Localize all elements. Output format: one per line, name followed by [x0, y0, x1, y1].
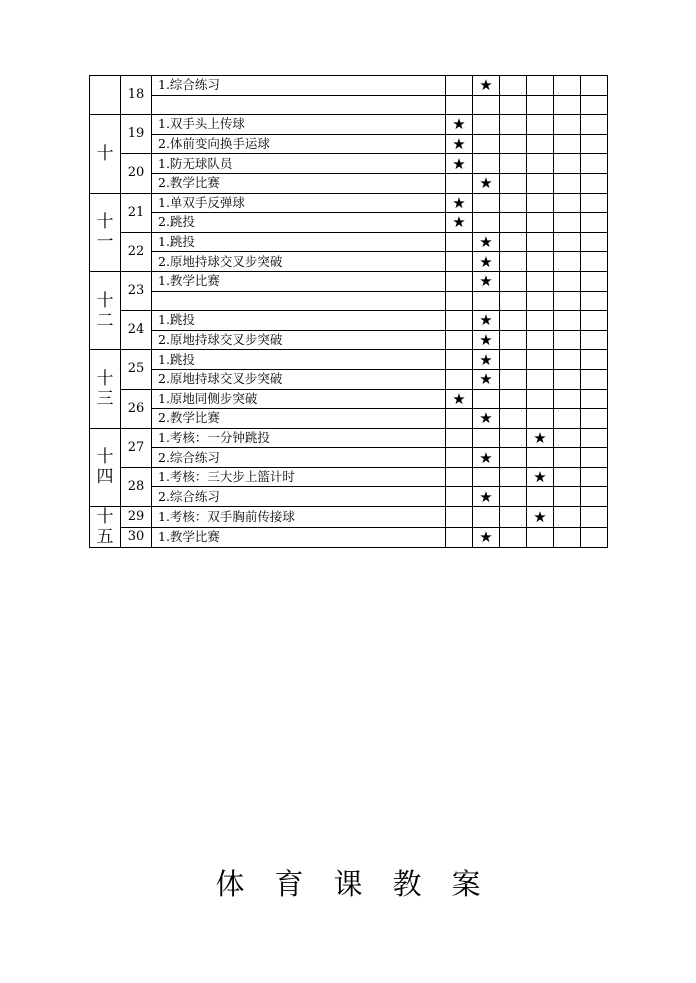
content-cell: 1.教学比赛	[152, 527, 446, 548]
mark-cell	[446, 95, 473, 115]
star-mark: ★	[527, 507, 554, 528]
table-row	[90, 409, 608, 429]
mark-cell	[581, 173, 608, 193]
content-cell: 1.双手头上传球	[152, 115, 446, 135]
table-row	[90, 193, 608, 213]
content-cell: 1.综合练习	[152, 76, 446, 96]
content-cell: 2.原地持球交叉步突破	[152, 330, 446, 350]
mark-cell	[473, 115, 500, 135]
mark-cell	[581, 527, 608, 548]
table-row	[90, 154, 608, 174]
mark-cell	[581, 448, 608, 468]
table-row	[90, 527, 608, 548]
mark-cell	[554, 134, 581, 154]
star-mark: ★	[473, 369, 500, 389]
content-cell: 2.跳投	[152, 213, 446, 233]
mark-cell	[581, 507, 608, 528]
mark-cell	[500, 428, 527, 448]
star-mark: ★	[446, 154, 473, 174]
table-row	[90, 232, 608, 252]
star-mark: ★	[473, 487, 500, 507]
star-mark: ★	[473, 173, 500, 193]
mark-cell	[500, 487, 527, 507]
table-row	[90, 213, 608, 233]
mark-cell	[581, 487, 608, 507]
week-cell	[90, 76, 121, 115]
star-mark: ★	[527, 428, 554, 448]
mark-cell	[554, 76, 581, 96]
mark-cell	[446, 76, 473, 96]
mark-cell	[446, 448, 473, 468]
mark-cell	[581, 271, 608, 291]
table-row	[90, 389, 608, 409]
mark-cell	[581, 95, 608, 115]
table-row	[90, 311, 608, 331]
mark-cell	[527, 95, 554, 115]
star-mark: ★	[446, 115, 473, 135]
mark-cell	[554, 507, 581, 528]
content-cell	[152, 291, 446, 311]
mark-cell	[554, 252, 581, 272]
mark-cell	[500, 95, 527, 115]
mark-cell	[527, 311, 554, 331]
mark-cell	[581, 409, 608, 429]
mark-cell	[473, 154, 500, 174]
mark-cell	[554, 115, 581, 135]
mark-cell	[446, 428, 473, 448]
content-cell: 1.防无球队员	[152, 154, 446, 174]
table-row	[90, 350, 608, 370]
star-mark: ★	[446, 389, 473, 409]
mark-cell	[554, 409, 581, 429]
content-cell: 1.考核：三大步上篮计时	[152, 467, 446, 487]
mark-cell	[473, 291, 500, 311]
mark-cell	[473, 428, 500, 448]
mark-cell	[581, 76, 608, 96]
mark-cell	[554, 330, 581, 350]
lesson-number-cell: 26	[121, 389, 152, 428]
table-row	[90, 428, 608, 448]
mark-cell	[527, 487, 554, 507]
mark-cell	[554, 232, 581, 252]
mark-cell	[581, 350, 608, 370]
content-cell: 1.单双手反弹球	[152, 193, 446, 213]
star-mark: ★	[473, 252, 500, 272]
mark-cell	[500, 232, 527, 252]
mark-cell	[473, 467, 500, 487]
mark-cell	[554, 487, 581, 507]
mark-cell	[500, 369, 527, 389]
mark-cell	[446, 232, 473, 252]
mark-cell	[527, 134, 554, 154]
lesson-number-cell: 18	[121, 76, 152, 115]
lesson-number-cell: 28	[121, 467, 152, 506]
star-mark: ★	[446, 193, 473, 213]
mark-cell	[446, 291, 473, 311]
mark-cell	[581, 291, 608, 311]
lesson-number-cell: 24	[121, 311, 152, 350]
mark-cell	[554, 95, 581, 115]
mark-cell	[446, 271, 473, 291]
table-row	[90, 507, 608, 528]
mark-cell	[500, 154, 527, 174]
mark-cell	[500, 213, 527, 233]
table-row	[90, 271, 608, 291]
content-cell: 2.教学比赛	[152, 173, 446, 193]
lesson-number-cell: 25	[121, 350, 152, 389]
mark-cell	[500, 252, 527, 272]
mark-cell	[554, 213, 581, 233]
mark-cell	[581, 467, 608, 487]
mark-cell	[527, 213, 554, 233]
mark-cell	[446, 467, 473, 487]
table-row	[90, 134, 608, 154]
mark-cell	[500, 173, 527, 193]
mark-cell	[473, 193, 500, 213]
star-mark: ★	[473, 76, 500, 96]
mark-cell	[500, 134, 527, 154]
lesson-number-cell: 21	[121, 193, 152, 232]
mark-cell	[446, 173, 473, 193]
content-cell	[152, 95, 446, 115]
mark-cell	[473, 507, 500, 528]
star-mark: ★	[473, 527, 500, 548]
mark-cell	[581, 252, 608, 272]
content-cell: 1.跳投	[152, 311, 446, 331]
mark-cell	[554, 369, 581, 389]
mark-cell	[527, 291, 554, 311]
mark-cell	[446, 527, 473, 548]
mark-cell	[554, 428, 581, 448]
table-row	[90, 252, 608, 272]
mark-cell	[527, 409, 554, 429]
mark-cell	[500, 527, 527, 548]
table-row	[90, 95, 608, 115]
star-mark: ★	[473, 409, 500, 429]
star-mark: ★	[473, 330, 500, 350]
mark-cell	[554, 527, 581, 548]
mark-cell	[527, 76, 554, 96]
mark-cell	[527, 350, 554, 370]
mark-cell	[500, 291, 527, 311]
mark-cell	[446, 487, 473, 507]
content-cell: 2.综合练习	[152, 487, 446, 507]
week-cell: 十二	[90, 271, 121, 349]
mark-cell	[446, 409, 473, 429]
content-cell: 2.原地持球交叉步突破	[152, 369, 446, 389]
content-cell: 2.原地持球交叉步突破	[152, 252, 446, 272]
mark-cell	[473, 389, 500, 409]
content-cell: 1.原地同侧步突破	[152, 389, 446, 409]
table-row	[90, 115, 608, 135]
mark-cell	[527, 369, 554, 389]
mark-cell	[527, 232, 554, 252]
star-mark: ★	[473, 448, 500, 468]
lesson-number-cell: 29	[121, 507, 152, 528]
table-row	[90, 76, 608, 96]
table-row	[90, 467, 608, 487]
mark-cell	[446, 311, 473, 331]
mark-cell	[527, 330, 554, 350]
mark-cell	[581, 369, 608, 389]
mark-cell	[500, 389, 527, 409]
mark-cell	[527, 389, 554, 409]
mark-cell	[581, 193, 608, 213]
mark-cell	[500, 507, 527, 528]
content-cell: 1.跳投	[152, 232, 446, 252]
mark-cell	[500, 350, 527, 370]
lesson-number-cell: 27	[121, 428, 152, 467]
mark-cell	[581, 154, 608, 174]
mark-cell	[581, 213, 608, 233]
week-cell: 十	[90, 115, 121, 193]
mark-cell	[581, 232, 608, 252]
lesson-number-cell: 19	[121, 115, 152, 154]
mark-cell	[500, 193, 527, 213]
mark-cell	[554, 467, 581, 487]
mark-cell	[554, 193, 581, 213]
mark-cell	[500, 448, 527, 468]
document-title: 体育课教案	[215, 867, 511, 901]
mark-cell	[500, 311, 527, 331]
table-row	[90, 330, 608, 350]
star-mark: ★	[473, 350, 500, 370]
mark-cell	[581, 134, 608, 154]
star-mark: ★	[446, 134, 473, 154]
mark-cell	[581, 311, 608, 331]
mark-cell	[554, 291, 581, 311]
star-mark: ★	[473, 232, 500, 252]
content-cell: 2.综合练习	[152, 448, 446, 468]
mark-cell	[446, 252, 473, 272]
lesson-schedule-table	[89, 75, 608, 548]
content-cell: 1.教学比赛	[152, 271, 446, 291]
mark-cell	[446, 350, 473, 370]
mark-cell	[554, 173, 581, 193]
mark-cell	[527, 271, 554, 291]
mark-cell	[581, 330, 608, 350]
content-cell: 1.跳投	[152, 350, 446, 370]
mark-cell	[500, 76, 527, 96]
mark-cell	[446, 330, 473, 350]
table-row	[90, 448, 608, 468]
mark-cell	[473, 134, 500, 154]
schedule-body	[90, 76, 608, 548]
table-row	[90, 291, 608, 311]
mark-cell	[527, 527, 554, 548]
mark-cell	[581, 389, 608, 409]
week-cell: 十三	[90, 350, 121, 428]
mark-cell	[473, 213, 500, 233]
lesson-number-cell: 30	[121, 527, 152, 548]
lesson-number-cell: 23	[121, 271, 152, 310]
star-mark: ★	[446, 213, 473, 233]
content-cell: 1.考核：双手胸前传接球	[152, 507, 446, 528]
star-mark: ★	[473, 311, 500, 331]
content-cell: 2.体前变向换手运球	[152, 134, 446, 154]
mark-cell	[527, 173, 554, 193]
mark-cell	[500, 115, 527, 135]
mark-cell	[500, 271, 527, 291]
mark-cell	[527, 252, 554, 272]
mark-cell	[527, 115, 554, 135]
mark-cell	[554, 389, 581, 409]
week-cell: 十一	[90, 193, 121, 271]
mark-cell	[500, 467, 527, 487]
mark-cell	[554, 311, 581, 331]
mark-cell	[581, 115, 608, 135]
week-cell: 十四	[90, 428, 121, 506]
mark-cell	[446, 507, 473, 528]
star-mark: ★	[473, 271, 500, 291]
table-row	[90, 487, 608, 507]
week-cell: 十五	[90, 507, 121, 548]
table-row	[90, 369, 608, 389]
lesson-number-cell: 20	[121, 154, 152, 193]
star-mark: ★	[527, 467, 554, 487]
mark-cell	[527, 193, 554, 213]
mark-cell	[500, 409, 527, 429]
mark-cell	[554, 271, 581, 291]
mark-cell	[554, 448, 581, 468]
mark-cell	[473, 95, 500, 115]
mark-cell	[500, 330, 527, 350]
mark-cell	[446, 369, 473, 389]
content-cell: 1.考核：一分钟跳投	[152, 428, 446, 448]
mark-cell	[554, 154, 581, 174]
mark-cell	[554, 350, 581, 370]
lesson-number-cell: 22	[121, 232, 152, 271]
mark-cell	[527, 154, 554, 174]
mark-cell	[527, 448, 554, 468]
table-row	[90, 173, 608, 193]
mark-cell	[581, 428, 608, 448]
content-cell: 2.教学比赛	[152, 409, 446, 429]
